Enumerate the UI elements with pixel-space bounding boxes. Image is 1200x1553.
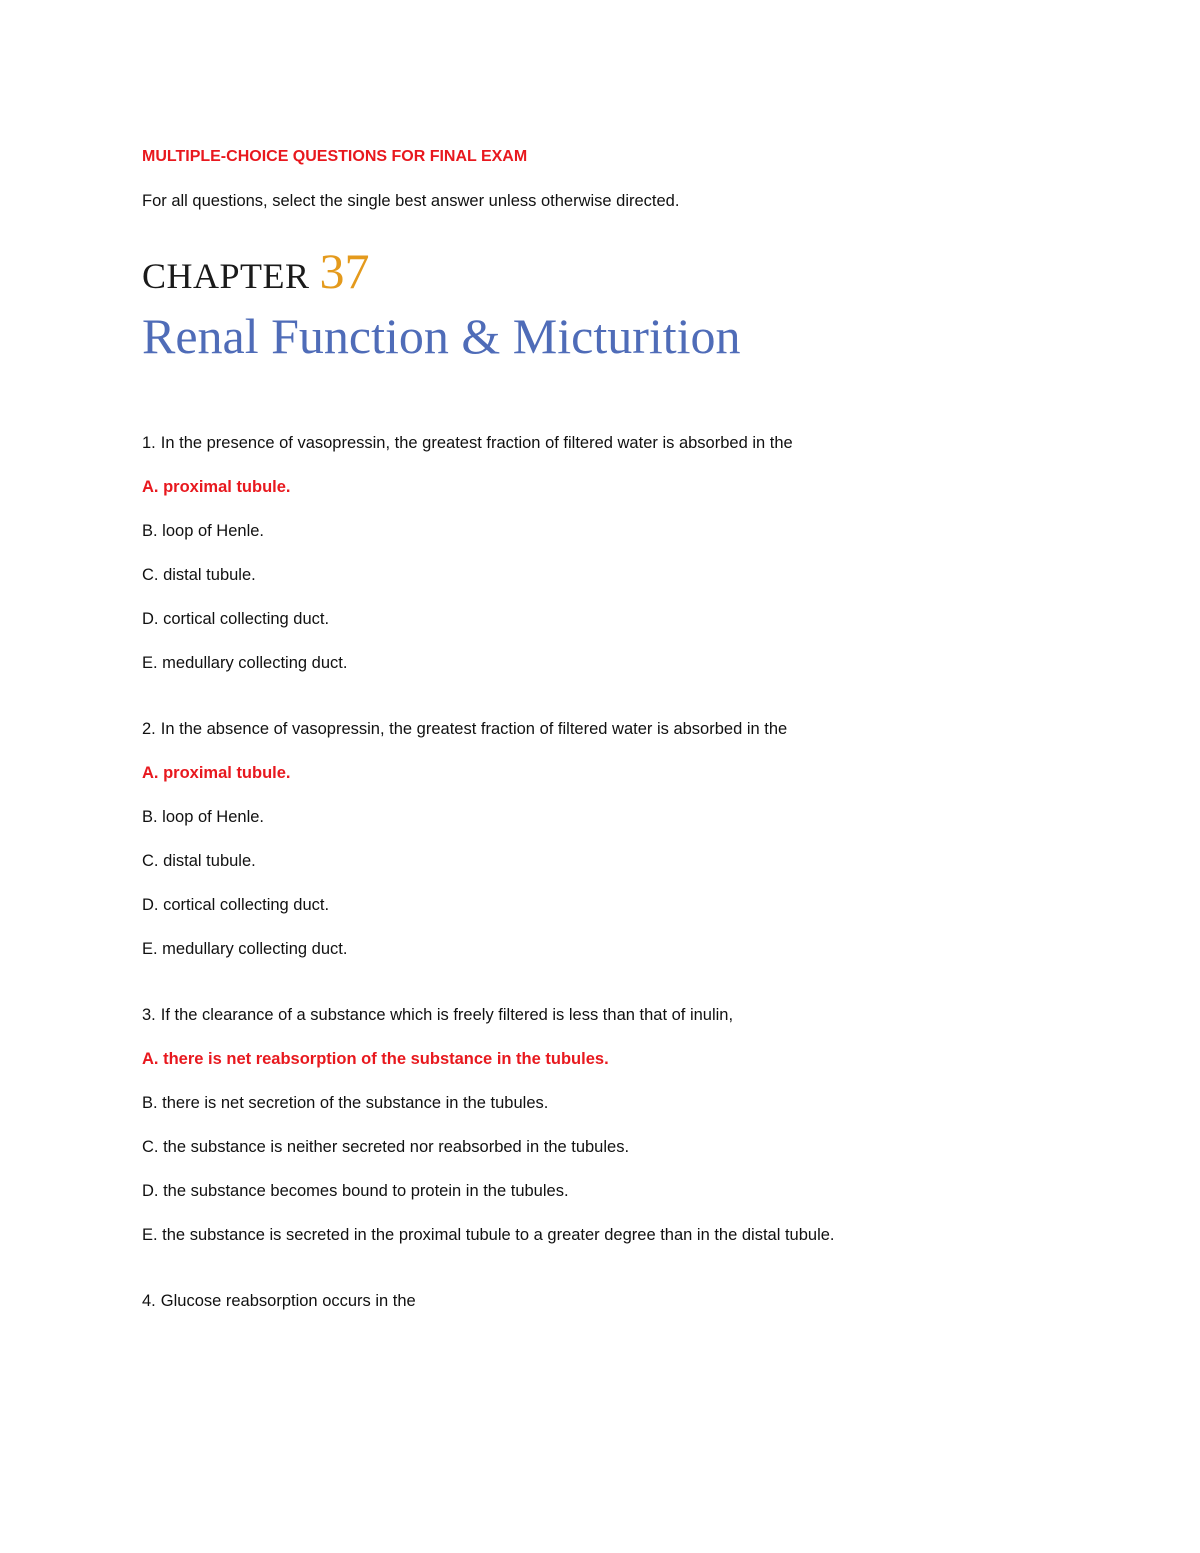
question-stem <box>142 432 1102 454</box>
chapter-label: CHAPTER <box>142 256 310 296</box>
answer-option-correct: A. proximal tubule. <box>142 478 291 496</box>
answer-option: B. loop of Henle. <box>142 808 264 826</box>
answer-option: E. medullary collecting duct. <box>142 654 348 672</box>
answer-option: E. the substance is secreted in the proximal tubule to a greater degree than in the distal tubule. <box>142 1226 835 1244</box>
instructions: For all questions, select the single best answer unless otherwise directed. <box>142 192 680 210</box>
answer-option: B. loop of Henle. <box>142 522 264 540</box>
answer-option: D. cortical collecting duct. <box>142 610 330 628</box>
question-text: Glucose reabsorption occurs in the <box>160 1292 416 1310</box>
answer-option: D. the substance becomes bound to protein in the tubules. <box>142 1182 569 1200</box>
question-4 <box>142 1290 1102 1312</box>
chapter-title: Renal Function & Micturition <box>142 308 741 364</box>
question-2 <box>142 718 1102 960</box>
answer-option-correct: A. proximal tubule. <box>142 764 291 782</box>
question-3 <box>142 1004 1102 1246</box>
answer-option: B. there is net secretion of the substance in the tubules. <box>142 1094 549 1112</box>
answer-option: C. the substance is neither secreted nor reabsorbed in the tubules. <box>142 1138 630 1156</box>
page-content <box>142 146 1102 1356</box>
question-text: In the absence of vasopressin, the greatest fraction of filtered water is absorbed in the <box>160 720 788 738</box>
question-text: In the presence of vasopressin, the greatest fraction of filtered water is absorbed in the <box>160 434 793 452</box>
question-number: 2. <box>142 720 156 738</box>
question-text: If the clearance of a substance which is freely filtered is less than that of inulin, <box>160 1006 734 1024</box>
answer-option-correct: A. there is net reabsorption of the substance in the tubules. <box>142 1050 609 1068</box>
chapter-number: 37 <box>319 243 370 299</box>
question-stem <box>142 718 1102 740</box>
answer-option: E. medullary collecting duct. <box>142 940 348 958</box>
question-1 <box>142 432 1102 674</box>
answer-option: D. cortical collecting duct. <box>142 896 330 914</box>
question-number: 4. <box>142 1292 156 1310</box>
question-number: 3. <box>142 1006 156 1024</box>
exam-title: MULTIPLE-CHOICE QUESTIONS FOR FINAL EXAM <box>142 148 528 165</box>
question-stem <box>142 1290 1102 1312</box>
chapter-heading <box>142 242 1102 300</box>
answer-option: C. distal tubule. <box>142 566 256 584</box>
question-stem <box>142 1004 1102 1026</box>
question-number: 1. <box>142 434 156 452</box>
question-list <box>142 432 1102 1312</box>
answer-option: C. distal tubule. <box>142 852 256 870</box>
